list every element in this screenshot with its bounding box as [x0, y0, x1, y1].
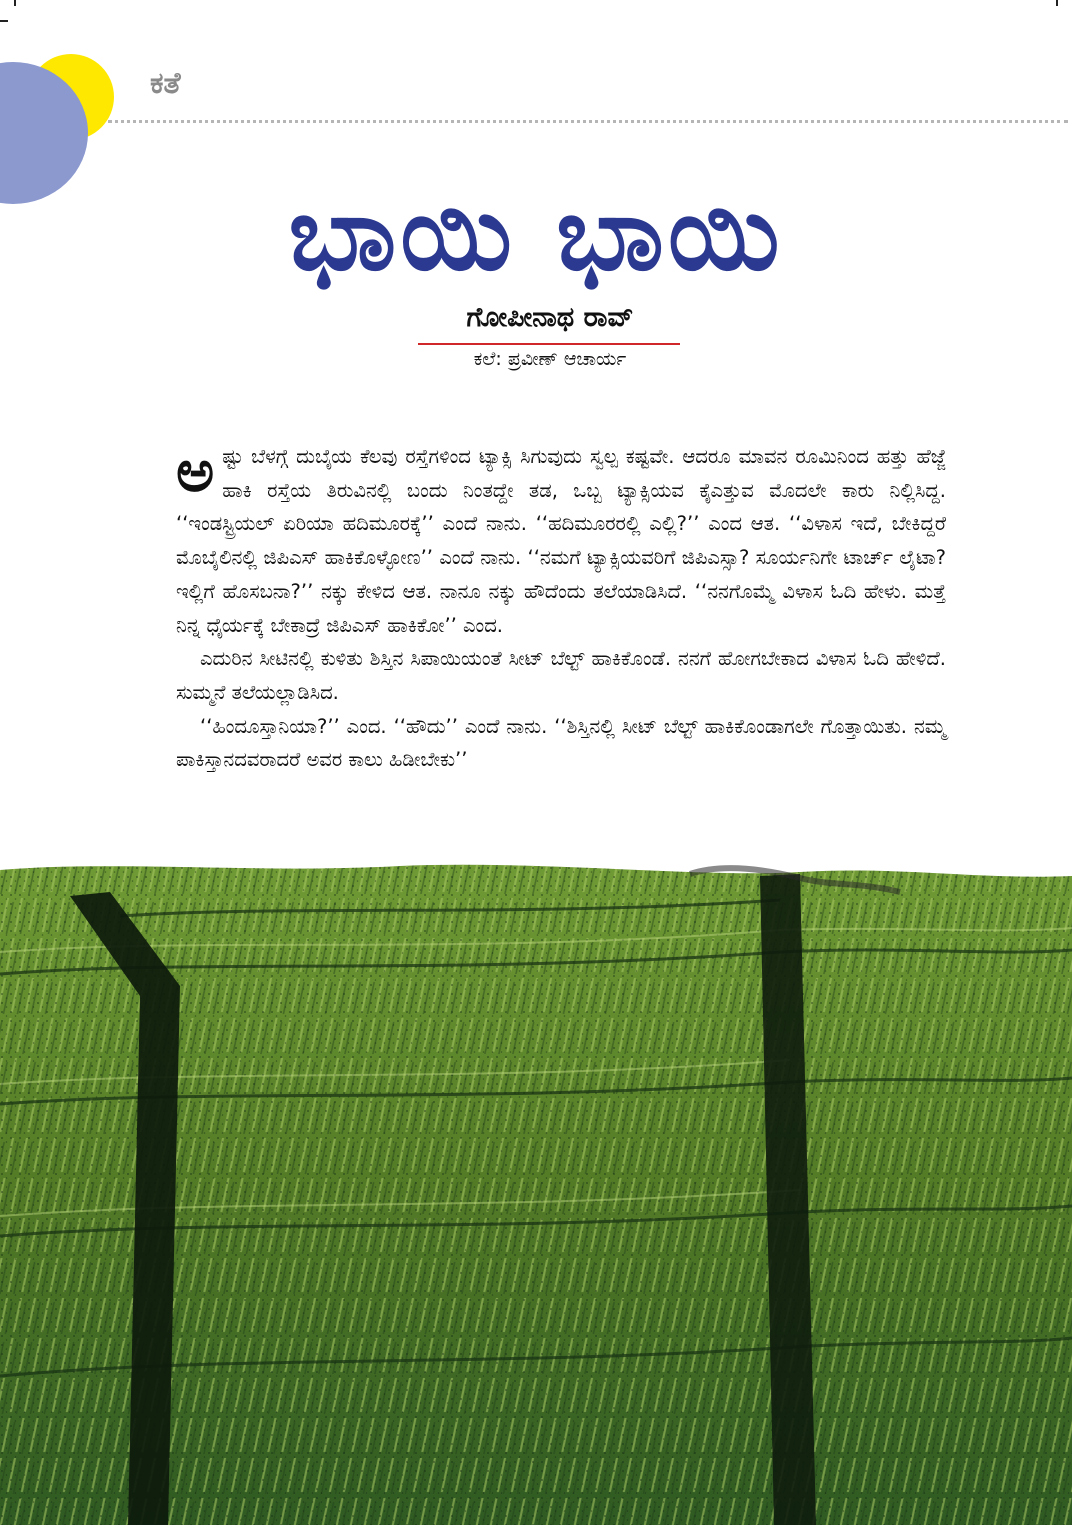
section-label: ಕತೆ: [150, 66, 181, 101]
drop-cap: ಅ: [176, 437, 215, 505]
story-paragraph: ಎದುರಿನ ಸೀಟಿನಲ್ಲಿ ಕುಳಿತು ಶಿಸ್ತಿನ ಸಿಪಾಯಿಯಂತೆ ಸೀಟ್ ಬೆಲ್ಟ್ ಹಾಕಿಕೊಂಡೆ. ನನಗೆ ಹೋಗಬೇಕಾದ ವಿಳಾಸ ಓದಿ ಹೇಳಿದೆ. ಸುಮ್ಮನೆ ತಲೆಯಲ್ಲಾಡಿಸಿದ.: [176, 647, 946, 704]
crop-mark-top-left: [14, 0, 16, 6]
story-paragraph: [176, 437, 946, 642]
story-title: ಭಾಯಿ ಭಾಯಿ: [288, 172, 784, 294]
story-paragraph: ‘‘ಹಿಂದೂಸ್ತಾನಿಯಾ?’’ ಎಂದ. ‘‘ಹೌದು’’ ಎಂದೆ ನಾನು. ‘‘ಶಿಸ್ತಿನಲ್ಲಿ ಸೀಟ್ ಬೆಲ್ಟ್ ಹಾಕಿಕೊಂಡಾಗಲೇ ಗೊತ್ತಾಯಿತು. ನಮ್ಮ ಪಾಕಿಸ್ತಾನದವರಾದರೆ ಅವರ ಕಾಲು ಹಿಡೀಬೇಕು’’: [176, 714, 946, 772]
story-body: [176, 437, 946, 777]
dotted-divider: [108, 120, 1068, 123]
artist-credit: ಕಲೆ: ಪ್ರವೀಣ್ ಆಚಾರ್ಯ: [473, 348, 627, 370]
author-underline: [418, 343, 680, 345]
fence-illustration: [0, 856, 1072, 1525]
crop-mark-top-right: [1056, 0, 1058, 6]
crop-mark-left: [0, 20, 8, 22]
author-name: ಗೋಪೀನಾಥ ರಾವ್: [466, 302, 634, 333]
paragraph-text: ಷ್ಟು ಬೆಳಗ್ಗೆ ದುಬೈಯ ಕೆಲವು ರಸ್ತೆಗಳಿಂದ ಟ್ಯಾಕ್ಸಿ ಸಿಗುವುದು ಸ್ವಲ್ಪ ಕಷ್ಟವೇ. ಆದರೂ ಮಾವನ ರೂಮಿನಿಂದ ಹತ್ತು ಹೆಜ್ಜೆ ಹಾಕಿ ರಸ್ತೆಯ ತಿರುವಿನಲ್ಲಿ ಬಂದು ನಿಂತದ್ದೇ ತಡ, ಒಬ್ಬ ಟ್ಯಾಕ್ಸಿಯವ ಕೈಎತ್ತುವ ಮೊದಲೇ ಕಾರು ನಿಲ್ಲಿಸಿದ್ದ. ‘‘ಇಂಡಸ್ಟ್ರಿಯಲ್ ಏರಿಯಾ ಹದಿಮೂರಕ್ಕೆ’’ ಎಂದೆ ನಾನು. ‘‘ಹದಿಮೂರರಲ್ಲಿ ಎಲ್ಲಿ?’’ ಎಂದ ಆತ. ‘‘ವಿಳಾಸ ಇದೆ, ಬೇಕಿದ್ದರೆ ಮೊಬೈಲಿನಲ್ಲಿ ಜಿಪಿಎಸ್ ಹಾಕಿಕೊಳ್ಳೋಣ’’ ಎಂದೆ ನಾನು. ‘‘ನಮಗೆ ಟ್ಯಾಕ್ಸಿಯವರಿಗೆ ಜಿಪಿಎಸ್ಸಾ? ಸೂರ್ಯನಿಗೇ ಟಾರ್ಚ್ ಲೈಟಾ? ಇಲ್ಲಿಗೆ ಹೊಸಬನಾ?’’ ನಕ್ಕು ಕೇಳಿದ ಆತ. ನಾನೂ ನಕ್ಕು ಹೌದೆಂದು ತಲೆಯಾಡಿಸಿದೆ. ‘‘ನನಗೊಮ್ಮೆ ವಿಳಾಸ ಓದಿ ಹೇಳು. ಮತ್ತೆ ನಿನ್ನ ಧೈರ್ಯಕ್ಕೆ ಬೇಕಾದ್ರೆ ಜಿಪಿಎಸ್ ಹಾಕಿಕೋ’’ ಎಂದ.: [176, 445, 946, 637]
